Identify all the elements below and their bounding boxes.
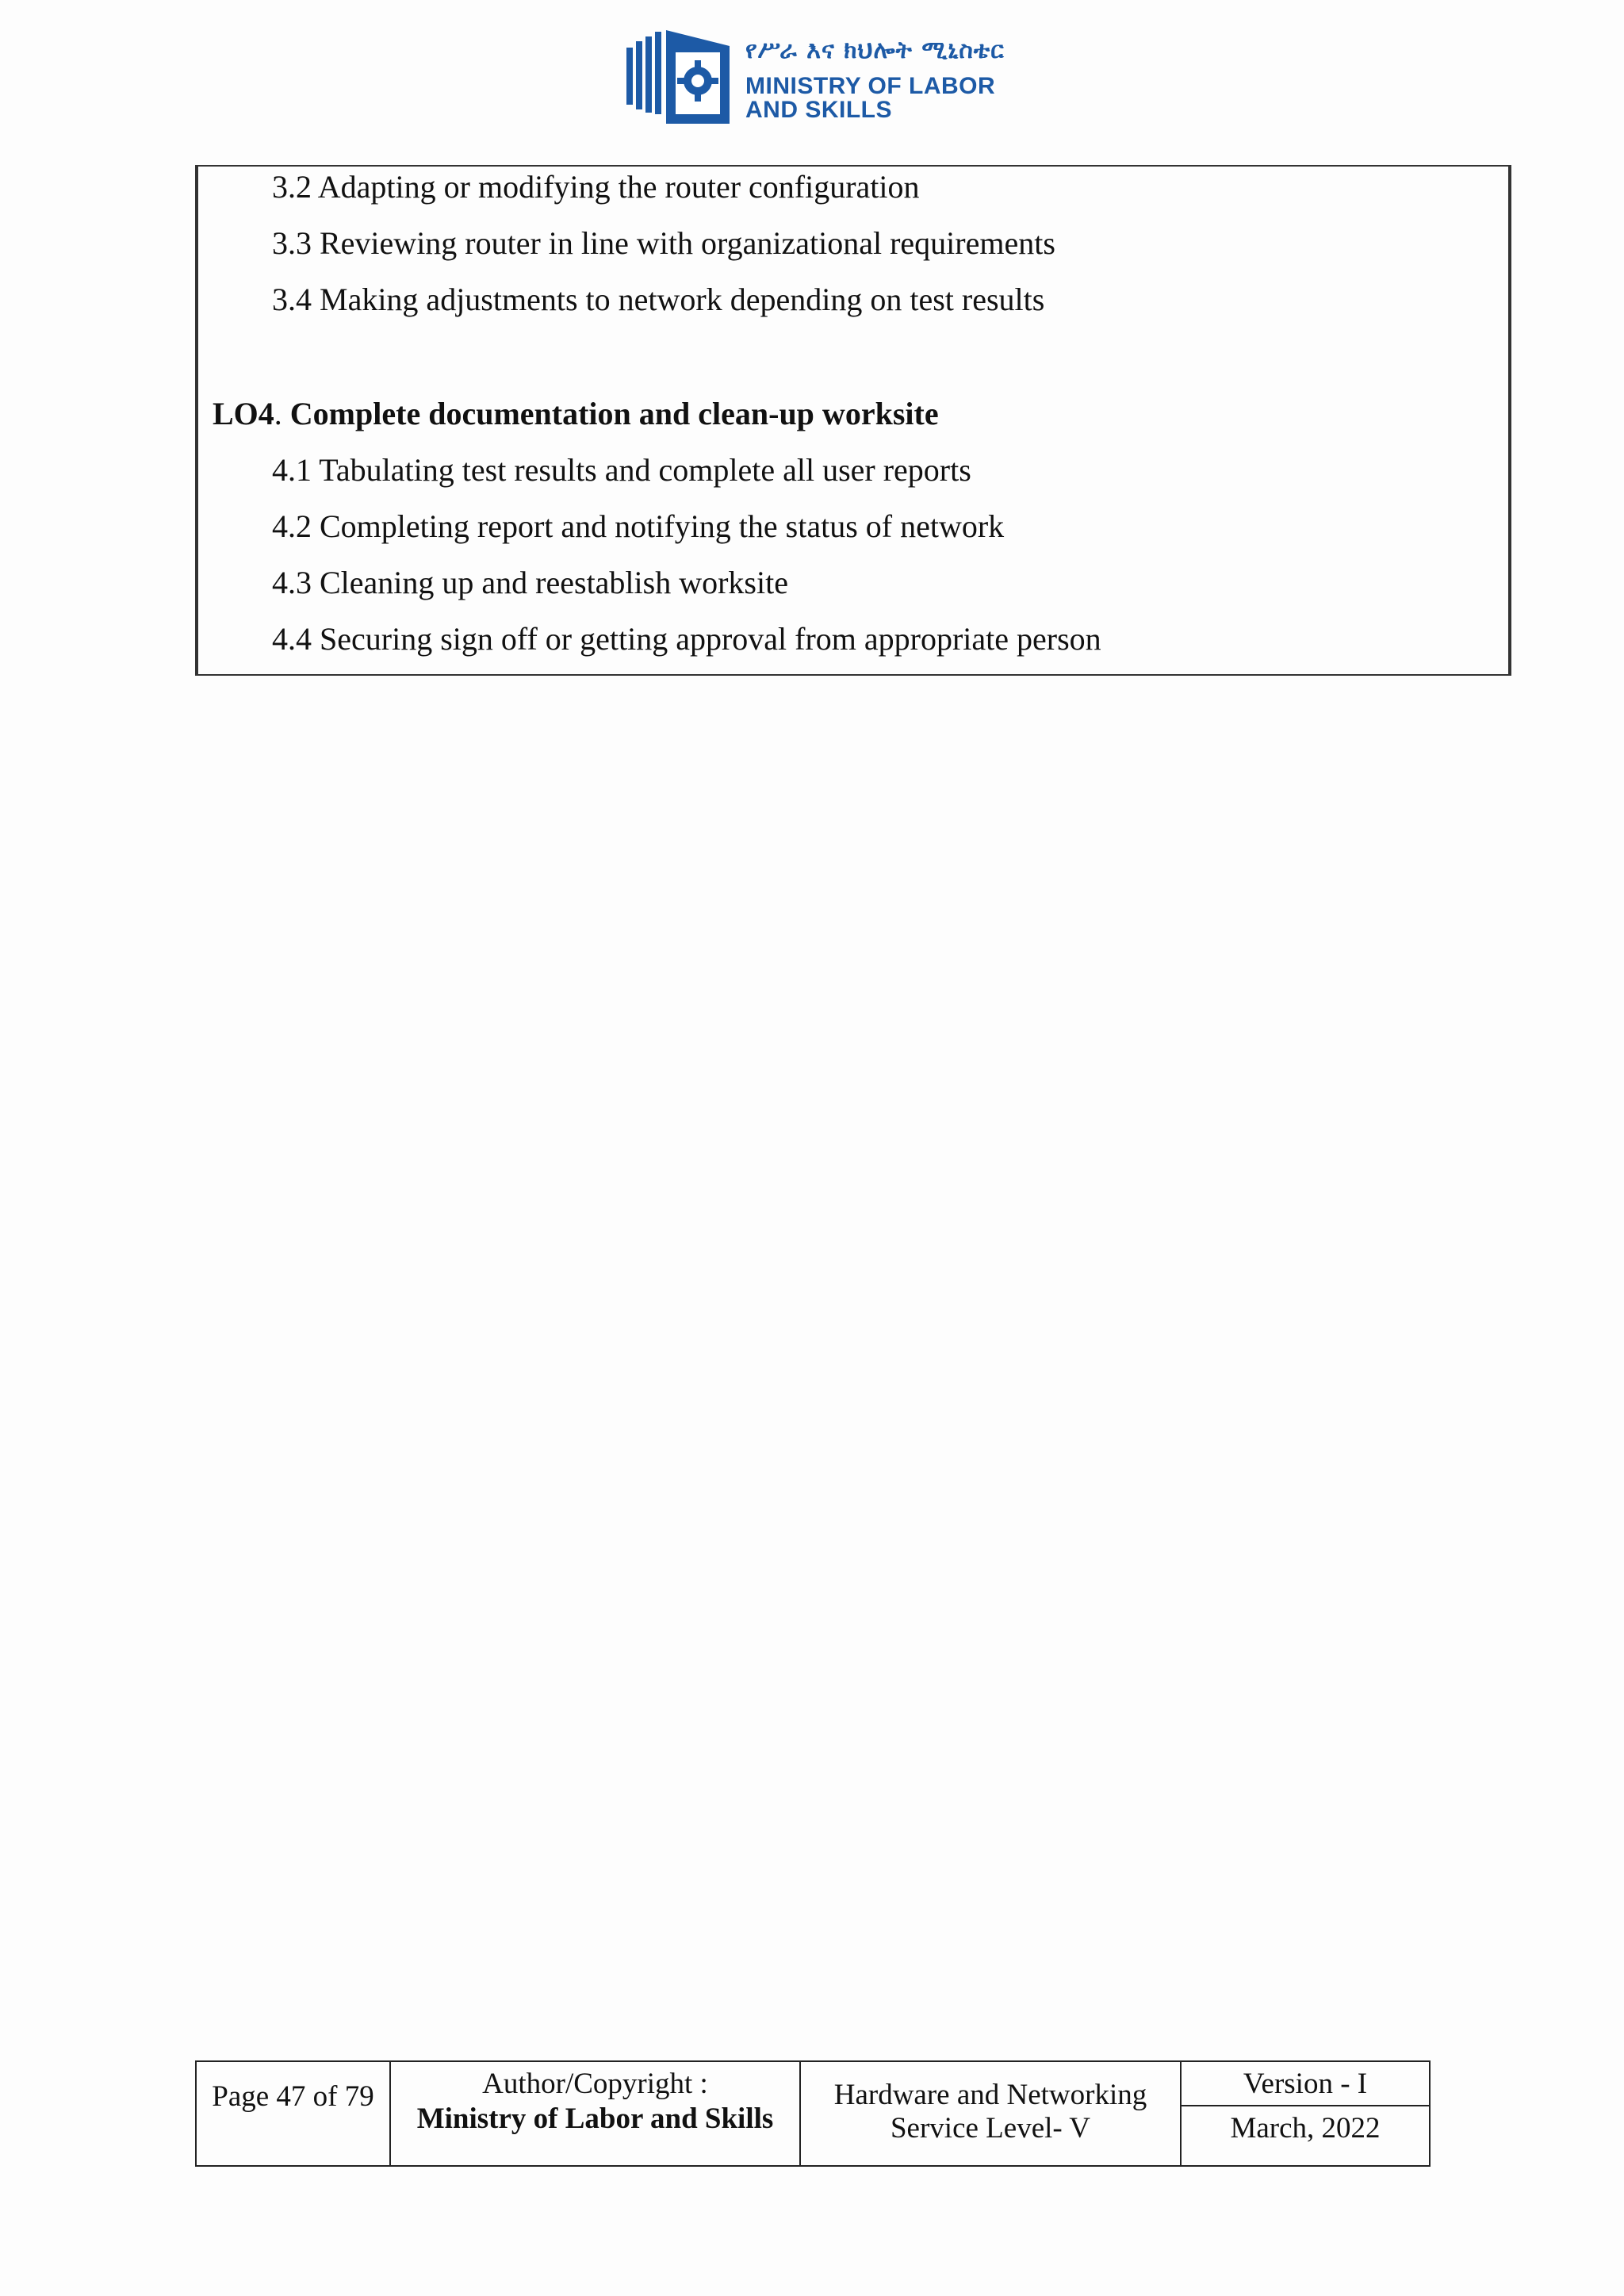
footer-author-cell: [391, 2062, 801, 2165]
list-item: 3.3 Reviewing router in line with organizational requirements: [272, 225, 1055, 261]
footer-course-cell: [801, 2062, 1182, 2165]
list-item: 4.1 Tabulating test results and complete all user reports: [272, 452, 971, 488]
page-footer: [195, 2060, 1431, 2167]
course-title: Hardware and Networking: [833, 2079, 1147, 2111]
logo-line-2: AND SKILLS: [745, 97, 892, 123]
logo-amharic-text: የሥራ እና ክህሎት ሚኒስቴር: [745, 36, 1005, 64]
date-text: March, 2022: [1230, 2112, 1381, 2145]
course-level: Service Level- V: [890, 2112, 1091, 2145]
author-label: Author/Copyright :: [482, 2068, 708, 2100]
list-item: 4.3 Cleaning up and reestablish worksite: [272, 565, 788, 600]
author-name: Ministry of Labor and Skills: [416, 2102, 774, 2135]
learning-outcomes-box: [195, 165, 1511, 676]
footer-page-cell: [197, 2062, 391, 2165]
version-text: Version - I: [1243, 2068, 1368, 2100]
footer-version-cell: [1182, 2062, 1429, 2165]
list-item: 3.2 Adapting or modifying the router configuration: [272, 169, 920, 205]
list-item: 4.2 Completing report and notifying the status of network: [272, 508, 1005, 544]
page-number: Page 47 of 79: [212, 2080, 374, 2113]
lo4-heading: LO4. Complete documentation and clean-up worksite: [213, 396, 939, 431]
ministry-logo: [626, 30, 1005, 125]
lo4-code: LO4: [213, 396, 274, 431]
list-item: 3.4 Making adjustments to network depending on test results: [272, 282, 1045, 317]
lo4-title: Complete documentation and clean-up worksite: [289, 396, 939, 431]
logo-line-1: MINISTRY OF LABOR: [745, 73, 996, 99]
list-item: 4.4 Securing sign off or getting approval from appropriate person: [272, 621, 1101, 657]
ministry-emblem-icon: [626, 30, 737, 125]
